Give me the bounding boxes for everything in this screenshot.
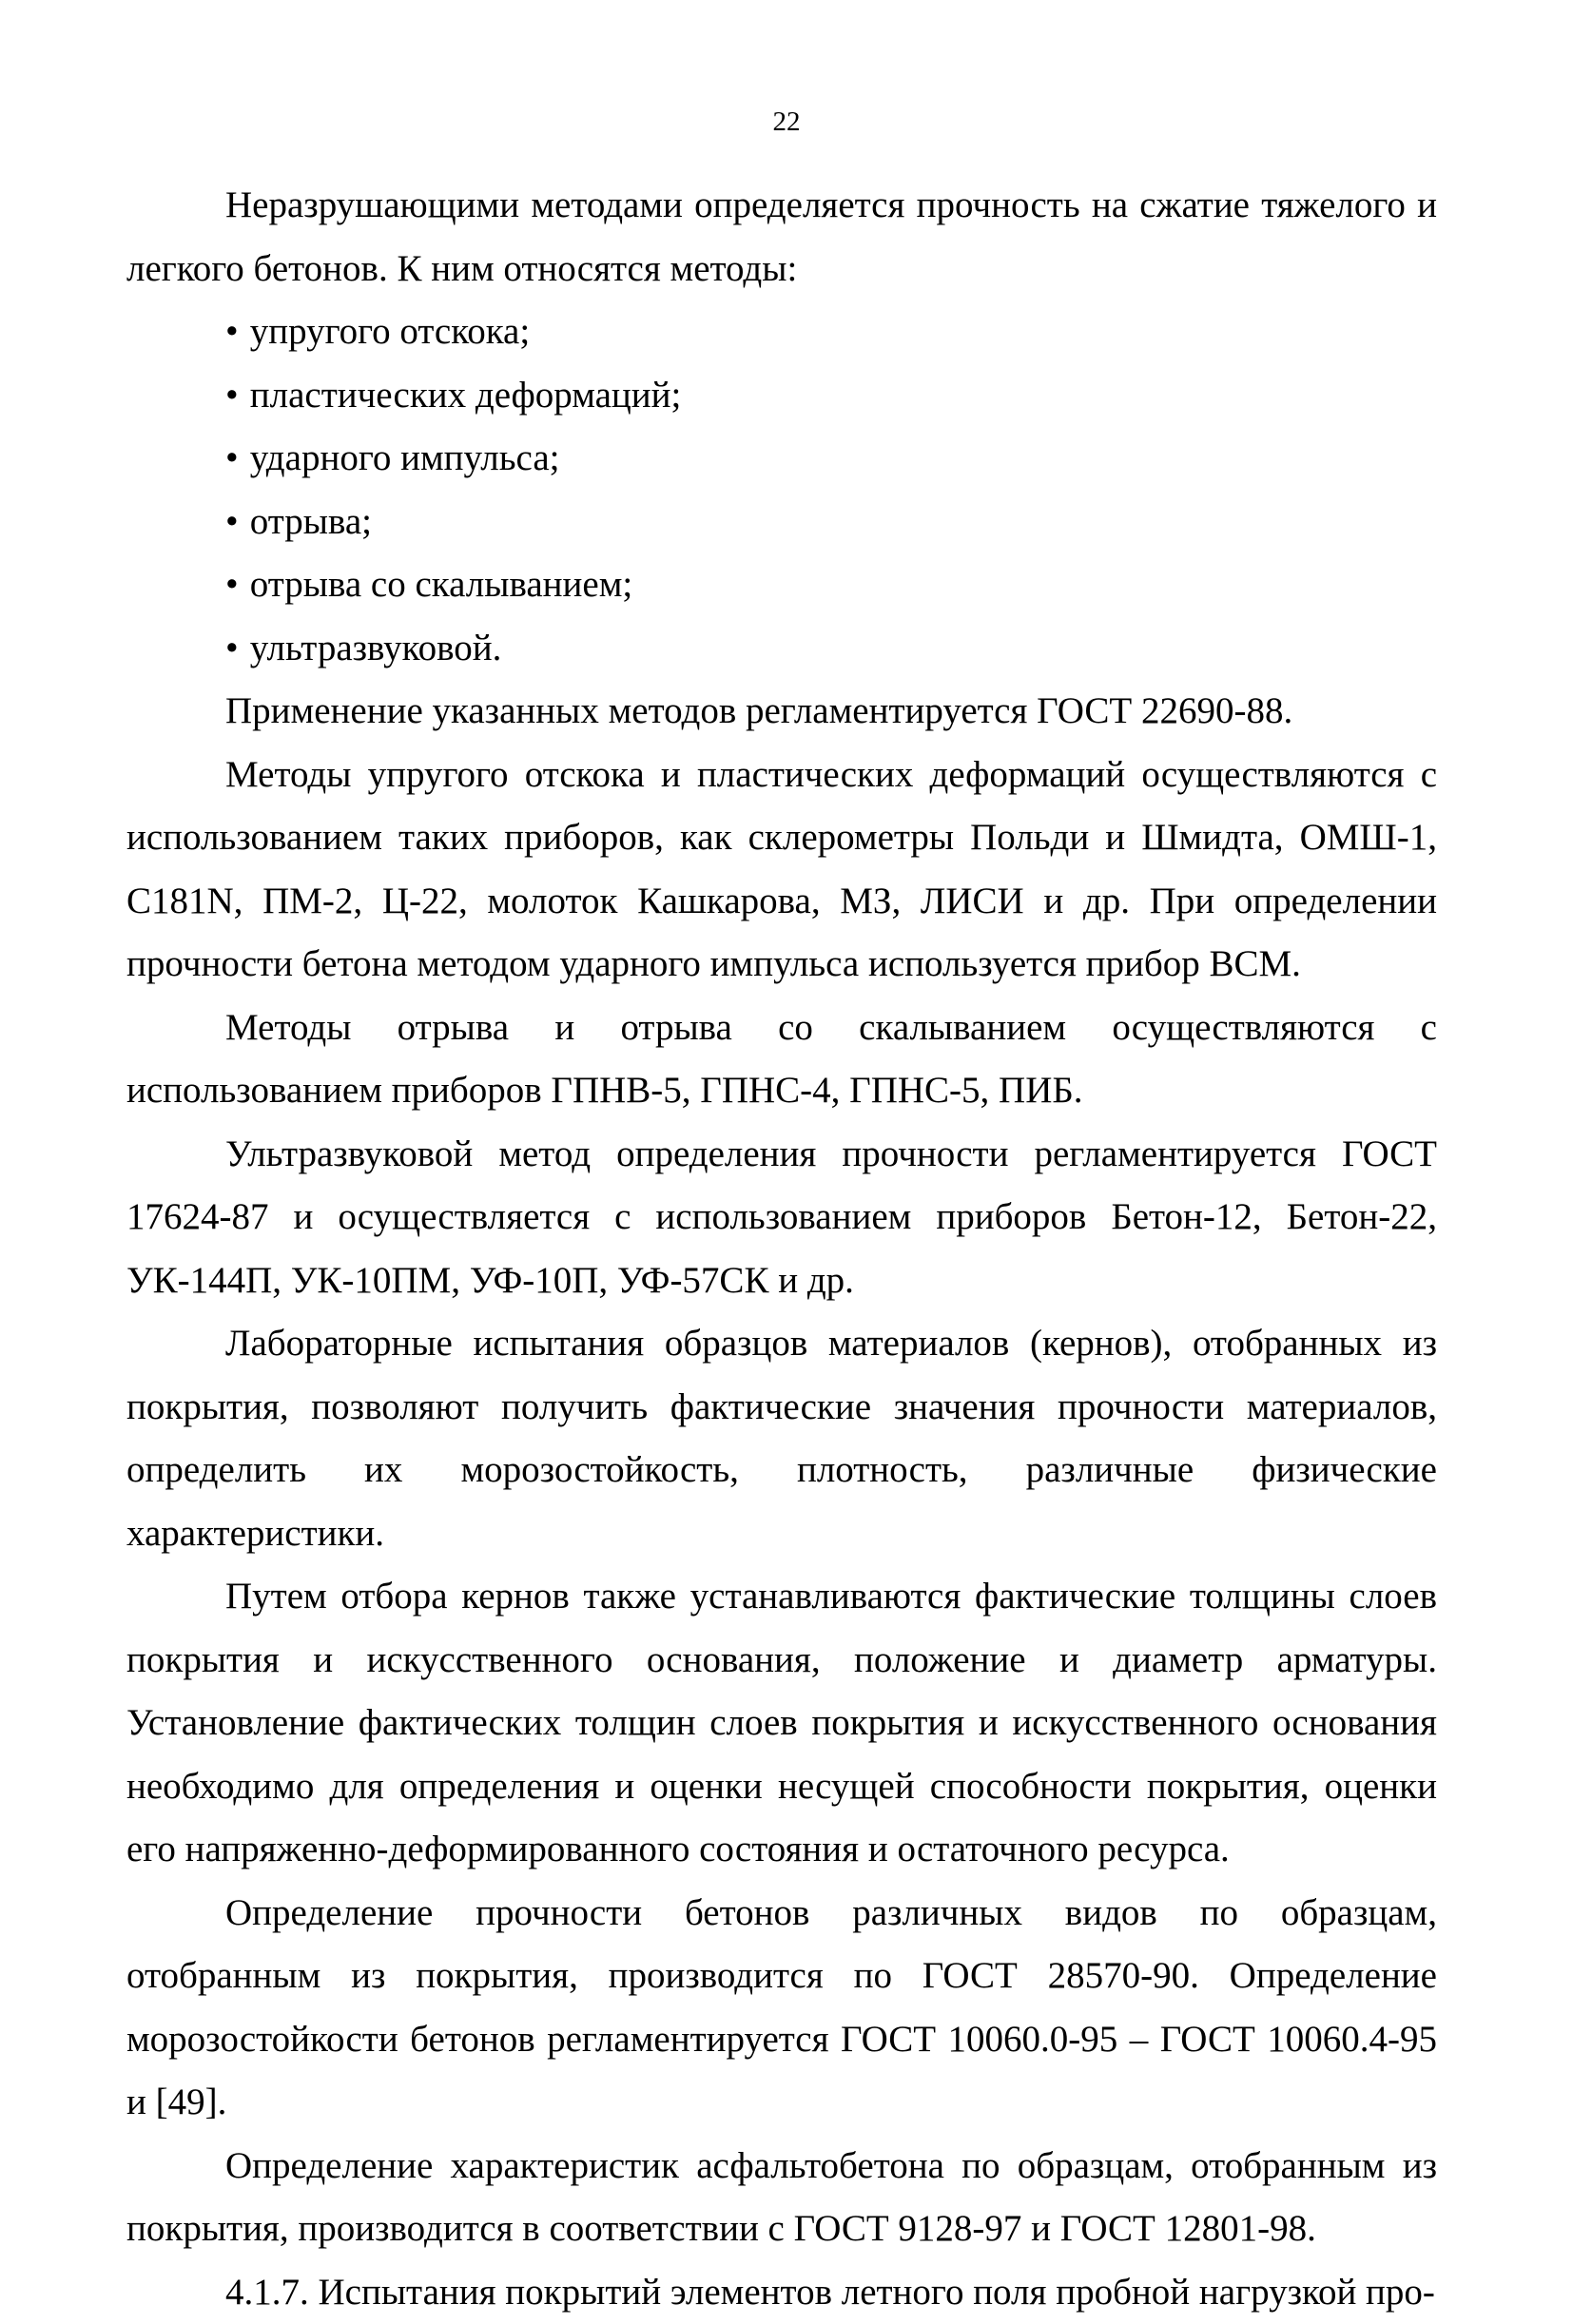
intro-paragraph: Неразрушающими методами определяется прочность на сжатие тяжелого и легкого бетонов. К ним относятся методы:: [126, 174, 1437, 300]
methods-list: [126, 300, 1437, 680]
list-item-text: отрыва;: [250, 501, 372, 542]
body-text: [126, 174, 1437, 2324]
paragraph-pull-off-methods: Методы отрыва и отрыва со скалыванием осуществляются с использованием приборов ГПНВ-5, ГПНС-4, ГПНС-5, ПИБ.: [126, 997, 1437, 1123]
bullet-icon: •: [225, 300, 241, 364]
bullet-icon: •: [225, 364, 241, 428]
list-item: [126, 617, 1437, 681]
list-item: [126, 553, 1437, 617]
list-item: [126, 300, 1437, 364]
bullet-icon: •: [225, 553, 241, 617]
list-item-text: упругого отскока;: [250, 311, 530, 352]
bullet-icon: •: [225, 617, 241, 681]
section-4-1-7: 4.1.7. Испытания покрытий элементов летного поля пробной нагрузкой про-: [126, 2261, 1437, 2324]
list-item: [126, 491, 1437, 554]
list-item-text: пластических деформаций;: [250, 375, 682, 416]
paragraph-rebound-methods: Методы упругого отскока и пластических деформаций осуществляются с использованием таких приборов, как склерометры Польди и Шмидта, ОМШ-1, С181N, ПМ-2, Ц-22, молоток Кашкарова, МЗ, ЛИСИ и др. При определении прочности бетона методом ударного импульса используется прибор ВСМ.: [126, 744, 1437, 997]
paragraph-concrete-strength: Определение прочности бетонов различных видов по образцам, отобранным из покрытия, производится по ГОСТ 28570-90. Определение морозостойкости бетонов регламентируется ГОСТ 10060.0-95 – ГОСТ 10060.4-95 и [49].: [126, 1882, 1437, 2135]
list-item-text: ударного импульса;: [250, 437, 560, 478]
list-item: [126, 427, 1437, 491]
list-item: [126, 364, 1437, 428]
paragraph-ultrasonic-method: Ультразвуковой метод определения прочности регламентируется ГОСТ 17624-87 и осуществляется с использованием приборов Бетон-12, Бетон-22, УК-144П, УК-10ПМ, УФ-10П, УФ-57СК и др.: [126, 1123, 1437, 1313]
list-item-text: ультразвуковой.: [250, 628, 502, 668]
page-number: 22: [0, 108, 1573, 136]
bullet-icon: •: [225, 427, 241, 491]
paragraph-gost-reference: Применение указанных методов регламентируется ГОСТ 22690-88.: [126, 680, 1437, 744]
paragraph-lab-tests: Лабораторные испытания образцов материалов (кернов), отобранных из покрытия, позволяют получить фактические значения прочности материалов, определить их морозостойкость, плотность, различные физические характеристики.: [126, 1312, 1437, 1565]
paragraph-core-sampling: Путем отбора кернов также устанавливаются фактические толщины слоев покрытия и искусственного основания, положение и диаметр арматуры. Установление фактических толщин слоев покрытия и искусственного основания необходимо для определения и оценки несущей способности покрытия, оценки его напряженно-деформированного состояния и остаточного ресурса.: [126, 1565, 1437, 1882]
paragraph-asphalt: Определение характеристик асфальтобетона по образцам, отобранным из покрытия, производится в соответствии с ГОСТ 9128-97 и ГОСТ 12801-98.: [126, 2135, 1437, 2261]
list-item-text: отрыва со скалыванием;: [250, 564, 633, 605]
bullet-icon: •: [225, 491, 241, 554]
